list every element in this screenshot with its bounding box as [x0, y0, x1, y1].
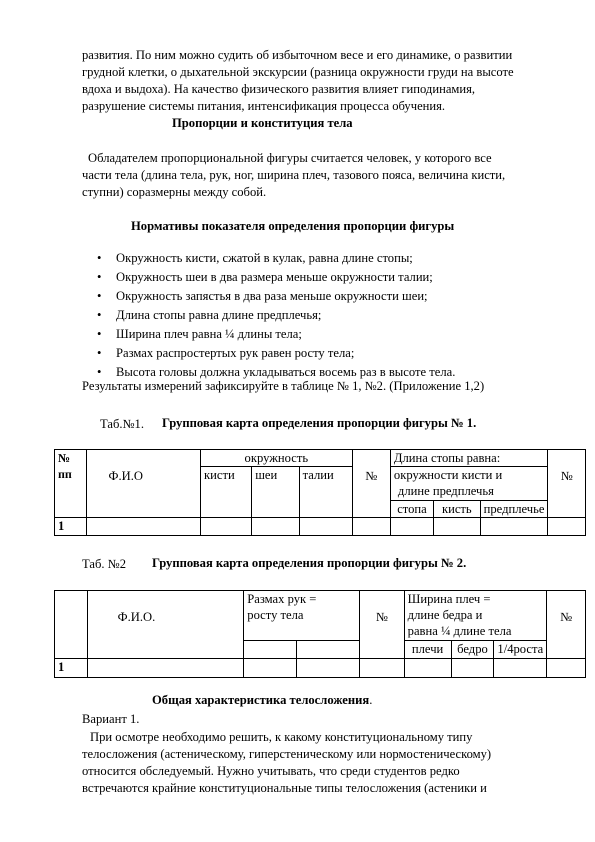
- table-cell: [360, 659, 405, 678]
- table1-header-kist: кисть: [434, 501, 481, 518]
- table1-header-predpl: предплечье: [480, 501, 548, 518]
- section3-heading-text: Общая характеристика телосложения: [152, 693, 370, 707]
- table1-header-neck: шеи: [252, 467, 299, 518]
- table1-row1-num: 1: [55, 518, 87, 536]
- norms-bullet-list: [82, 249, 542, 382]
- section1-para-line-1: Обладателем пропорциональной фигуры считается человек, у которого все: [88, 151, 492, 165]
- section-heading-physique: [152, 693, 372, 708]
- table1-header-foot-line3: длине предплечья: [397, 484, 494, 498]
- intro-line-1: развития. По ним можно судить об избыточном весе и его динамике, о развитии: [82, 48, 513, 62]
- table-cell: [451, 659, 494, 678]
- table1-header-hand: кисти: [201, 467, 252, 518]
- results-line: Результаты измерений зафиксируйте в таблице № 1, №2. (Приложение 1,2): [82, 379, 485, 393]
- table2-header-rost: 1/4роста: [494, 641, 547, 659]
- table1-header-fio: Ф.И.О: [86, 450, 201, 518]
- table-cell: [87, 659, 244, 678]
- table-cell: [352, 518, 390, 536]
- table1-header-stopa: стопа: [390, 501, 433, 518]
- table2-header-no: №: [360, 591, 405, 659]
- table2-header-no2: №: [547, 591, 586, 659]
- table2-header-shoulder-line3: равна ¼ длине тела: [407, 624, 512, 638]
- table1-label: Таб.№1.: [100, 417, 144, 431]
- section3-para-line-3: относится обследуемый. Нужно учитывать, что среди студентов редко: [82, 764, 460, 778]
- table2-header-shoulder-line1: Ширина плеч =: [407, 592, 491, 606]
- table2-header-span-line1: Размах рук =: [247, 592, 317, 606]
- list-item: • Ширина плеч равна ¼ длины тела;: [82, 325, 542, 344]
- list-item: • Окружность кисти, сжатой в кулак, равна длине стопы;: [82, 249, 542, 268]
- table-2: [54, 590, 586, 678]
- section3-para-line-1: При осмотре необходимо решить, к какому конституциональному типу: [90, 730, 473, 744]
- table2-header-bedro: бедро: [451, 641, 494, 659]
- table2-row1-num: 1: [55, 659, 88, 678]
- table-cell: [244, 641, 296, 659]
- table2-header-shoulder: [404, 591, 547, 641]
- table-cell: [244, 659, 296, 678]
- section-heading-norms: Нормативы показателя определения пропорции фигуры: [131, 219, 455, 233]
- table2-label: Таб. №2: [82, 557, 126, 571]
- list-item: • Окружность шеи в два размера меньше окружности талии;: [82, 268, 542, 287]
- variant-label: Вариант 1.: [82, 712, 140, 726]
- table-cell: [299, 518, 352, 536]
- table-row: [55, 659, 586, 678]
- list-item: • Окружность запястья в два раза меньше окружности шеи;: [82, 287, 542, 306]
- intro-line-4: разрушение системы питания, интенсификация процесса обучения.: [82, 99, 446, 113]
- section-heading-proportions: Пропорции и конституция тела: [172, 116, 353, 130]
- table-row: [55, 518, 586, 536]
- list-item: • Высота головы должна укладываться восемь раз в высоте тела.: [82, 363, 542, 382]
- table-cell: [296, 641, 359, 659]
- table-cell: [404, 659, 451, 678]
- list-item: • Длина стопы равна длине предплечья;: [82, 306, 542, 325]
- table2-header-span: [244, 591, 360, 641]
- table-cell: [252, 518, 299, 536]
- section3-heading-dot: .: [369, 693, 373, 707]
- table-cell: [390, 518, 433, 536]
- table2-header-fio: Ф.И.О.: [87, 591, 244, 659]
- table-1: [54, 449, 586, 536]
- table-cell: [296, 659, 359, 678]
- table-cell: [434, 518, 481, 536]
- section1-para-line-3: ступни) соразмерны между собой.: [82, 185, 267, 199]
- table-cell: [480, 518, 548, 536]
- table2-header-plechi: плечи: [404, 641, 451, 659]
- table2-header-shoulder-line2: длине бедра и: [407, 608, 483, 622]
- section1-para-line-2: части тела (длина тела, рук, ног, ширина плеч, тазового пояса, величина кисти,: [82, 168, 506, 182]
- intro-line-2: грудной клетки, о дыхательной экскурсии (разница окружности груди на высоте: [82, 65, 514, 79]
- table1-header-num: № пп: [55, 450, 87, 518]
- table-cell: [201, 518, 252, 536]
- list-item: • Размах распростертых рук равен росту тела;: [82, 344, 542, 363]
- table-cell: [547, 659, 586, 678]
- table-cell: [86, 518, 201, 536]
- table2-title: Групповая карта определения пропорции фигуры № 2.: [152, 556, 467, 570]
- section3-para-line-4: встречаются крайние конституциональные типы телосложения (астеники и: [82, 781, 487, 795]
- section3-para-line-2: телосложения (астеническому, гиперстеническому или нормостеническому): [82, 747, 492, 761]
- table1-header-foot-line1: Длина стопы равна:: [390, 450, 548, 467]
- table1-header-waist: талии: [299, 467, 352, 518]
- intro-line-3: вдоха и выдоха). На качество физического развития влияет гиподинамия,: [82, 82, 476, 96]
- table1-title: Групповая карта определения пропорции фигуры № 1.: [162, 416, 477, 430]
- table1-header-no: №: [352, 450, 390, 518]
- table2-header-span-line2: росту тела: [247, 608, 304, 622]
- table1-header-foot-line2: окружности кисти и: [393, 468, 503, 482]
- table-cell: [494, 659, 547, 678]
- table1-header-foot-cont: [390, 467, 548, 501]
- table1-header-circumference: окружность: [201, 450, 353, 467]
- table1-header-no2: №: [548, 450, 586, 518]
- table-cell: [55, 591, 88, 659]
- table-cell: [548, 518, 586, 536]
